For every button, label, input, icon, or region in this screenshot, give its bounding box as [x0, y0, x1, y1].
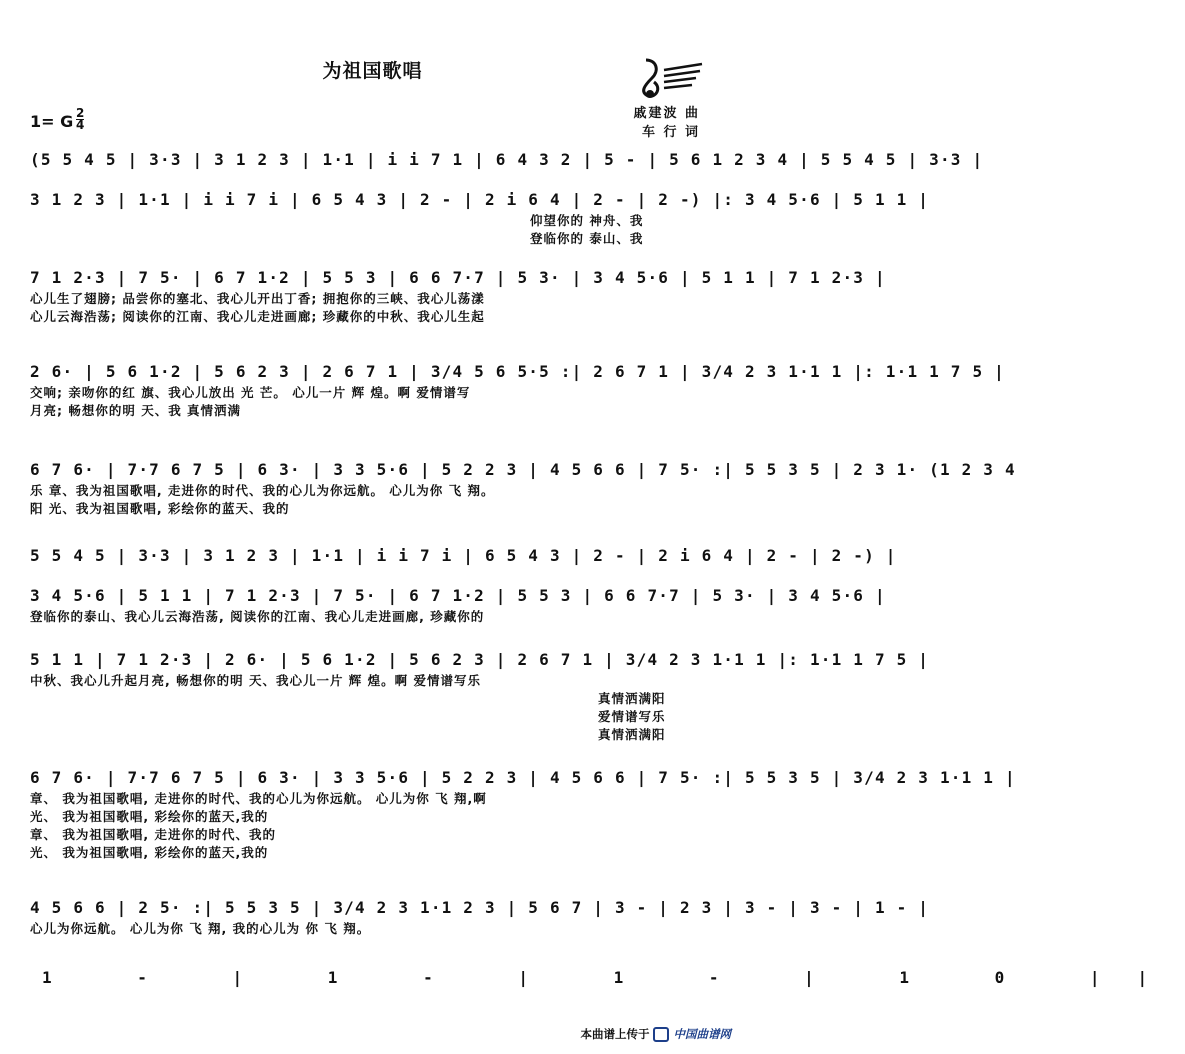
lyric-line: 真情洒满阳 [598, 727, 666, 742]
lyric-line: 心儿生了翅膀; 品尝你的塞北、我心儿开出丁香; 拥抱你的三峡、我心儿荡漾 [30, 291, 485, 306]
score-row-2 [30, 188, 930, 248]
lyric-line: 登临你的 泰山、我 [530, 231, 644, 246]
notation-line: 2 6· | 5 6 1·2 | 5 6 2 3 | 2 6 7 1 | 3/4 5 6 5·5 :| 2 6 7 1 | 3/4 2 3 1·1 1 |: 1·1 1 7 5 | [30, 362, 1005, 381]
notation-line: 6 7 6· | 7·7 6 7 5 | 6 3· | 3 3 5·6 | 5 2 2 3 | 4 5 6 6 | 7 5· :| 5 5 3 5 | 2 3 1· (1 2 3 4 [30, 460, 1016, 479]
time-signature [76, 108, 84, 131]
score-row-5 [30, 458, 1016, 518]
lyric-line: 仰望你的 神舟、我 [530, 213, 644, 228]
score-row-1 [30, 148, 984, 172]
score-row-6 [30, 544, 897, 568]
song-title: 为祖国歌唱 [322, 60, 423, 82]
notation-line: 5 5 4 5 | 3·3 | 3 1 2 3 | 1·1 | i i 7 i | 6 5 4 3 | 2 - | 2 i 6 4 | 2 - | 2 -) | [30, 546, 897, 565]
music-logo-icon [634, 56, 704, 100]
score-row-4 [30, 360, 1005, 420]
lyric-line: 章、 我为祖国歌唱, 走进你的时代、我的 [30, 827, 276, 842]
composer-credit: 戚建波 曲 [633, 106, 700, 121]
lyric-line: 中秋、我心儿升起月亮, 畅想你的明 天、我心儿一片 辉 煌。啊 爱情谱写乐 [30, 673, 482, 688]
notation-line: (5 5 4 5 | 3·3 | 3 1 2 3 | 1·1 | i i 7 1 | 6 4 3 2 | 5 - | 5 6 1 2 3 4 | 5 5 4 5 | 3·3 | [30, 150, 984, 169]
site-logo-icon [653, 1027, 669, 1042]
lyric-line: 登临你的泰山、我心儿云海浩荡, 阅读你的江南、我心儿走进画廊, 珍藏你的 [30, 609, 485, 624]
score-row-10 [30, 896, 930, 938]
footer-text: 本曲谱上传于 [580, 1027, 650, 1041]
score-row-11 [30, 966, 1185, 990]
lyric-line: 乐 章、我为祖国歌唱, 走进你的时代、我的心儿为你远航。 心儿为你 飞 翔。 [30, 483, 495, 498]
score-row-7 [30, 584, 886, 626]
notation-line: 4 5 6 6 | 2 5· :| 5 5 3 5 | 3/4 2 3 1·1 2 3 | 5 6 7 | 3 - | 2 3 | 3 - | 3 - | 1 - | [30, 898, 930, 917]
notation-line: 3 4 5·6 | 5 1 1 | 7 1 2·3 | 7 5· | 6 7 1·2 | 5 5 3 | 6 6 7·7 | 5 3· | 3 4 5·6 | [30, 586, 886, 605]
footer-credit [580, 1026, 731, 1042]
score-row-9 [30, 766, 1016, 862]
lyric-line: 阳 光、我为祖国歌唱, 彩绘你的蓝天、我的 [30, 501, 290, 516]
time-denominator: 4 [76, 118, 85, 132]
score-row-8 [30, 648, 930, 744]
lyric-line: 交响; 亲吻你的红 旗、我心儿放出 光 芒。 心儿一片 辉 煌。啊 爱情谱写 [30, 385, 471, 400]
lyricist-credit: 车 行 词 [641, 125, 700, 140]
lyric-line: 心儿为你远航。 心儿为你 飞 翔, 我的心儿为 你 飞 翔。 [30, 921, 371, 936]
score-row-3 [30, 266, 886, 326]
notation-line: 5 1 1 | 7 1 2·3 | 2 6· | 5 6 1·2 | 5 6 2 3 | 2 6 7 1 | 3/4 2 3 1·1 1 |: 1·1 1 7 5 | [30, 650, 930, 669]
key-signature: 1= G [30, 112, 74, 131]
lyric-line: 真情洒满阳 [598, 691, 666, 706]
notation-line: 7 1 2·3 | 7 5· | 6 7 1·2 | 5 5 3 | 6 6 7·7 | 5 3· | 3 4 5·6 | 5 1 1 | 7 1 2·3 | [30, 268, 886, 287]
lyric-line: 光、 我为祖国歌唱, 彩绘你的蓝天,我的 [30, 809, 269, 824]
lyric-line: 光、 我为祖国歌唱, 彩绘你的蓝天,我的 [30, 845, 269, 860]
lyric-line: 月亮; 畅想你的明 天、我 真情洒满 [30, 403, 242, 418]
lyric-line: 爱情谱写乐 [598, 709, 666, 724]
site-name: 中国曲谱网 [673, 1027, 731, 1041]
time-numerator: 2 [76, 106, 85, 120]
notation-line: 3 1 2 3 | 1·1 | i i 7 i | 6 5 4 3 | 2 - | 2 i 6 4 | 2 - | 2 -) |: 3 4 5·6 | 5 1 1 | [30, 190, 930, 209]
lyric-line: 章、 我为祖国歌唱, 走进你的时代、我的心儿为你远航。 心儿为你 飞 翔,啊 [30, 791, 487, 806]
notation-line: 1 - | 1 - | 1 - | 1 0 || [42, 968, 1185, 987]
lyric-line: 心儿云海浩荡; 阅读你的江南、我心儿走进画廊; 珍藏你的中秋、我心儿生起 [30, 309, 485, 324]
notation-line: 6 7 6· | 7·7 6 7 5 | 6 3· | 3 3 5·6 | 5 2 2 3 | 4 5 6 6 | 7 5· :| 5 5 3 5 | 3/4 2 3 1·1 1 | [30, 768, 1016, 787]
